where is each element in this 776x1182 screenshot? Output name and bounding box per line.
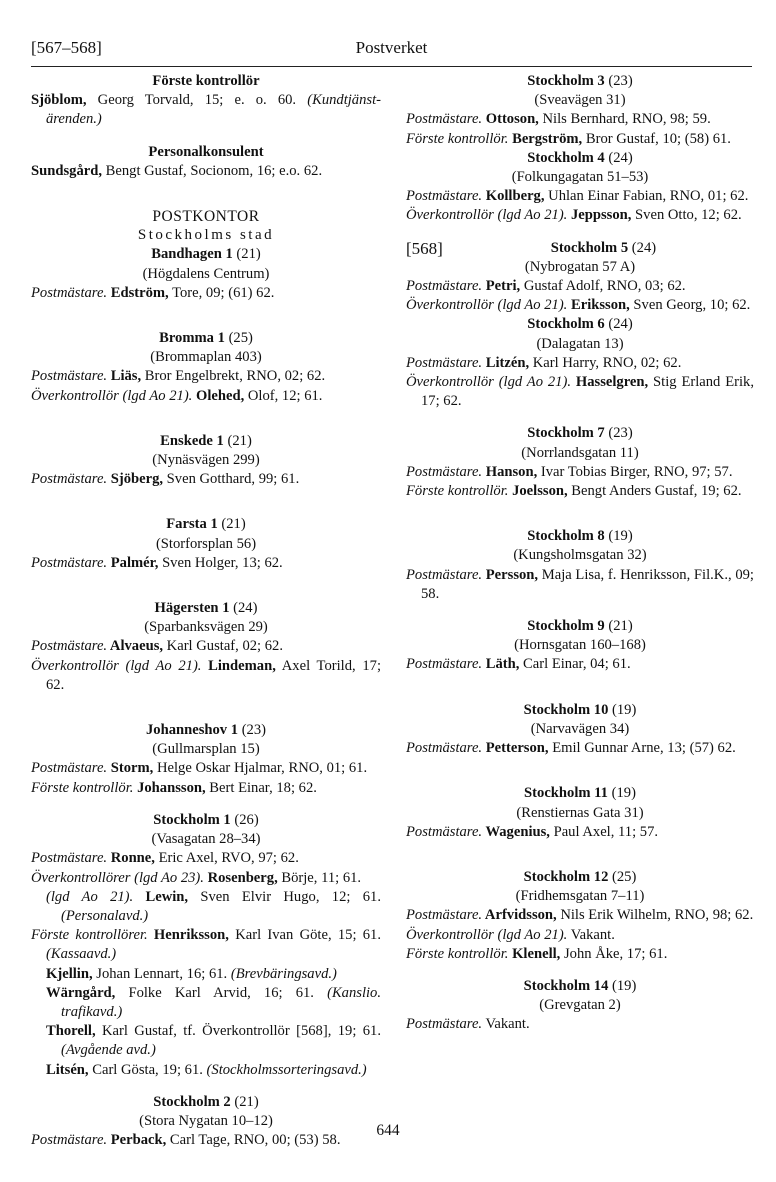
entry: Förste kontrollör. Klenell, John Åke, 17; 61. — [406, 945, 668, 962]
office-address: (Nybrogatan 57 A) — [524, 258, 636, 275]
office-address: (Folkungagatan 51–53) — [511, 169, 649, 186]
page-marker: [568] — [406, 238, 443, 258]
section-heading: Personalkonsulent — [148, 143, 264, 160]
entry: Postmästare. Sjöberg, Sven Gotthard, 99; 61. — [31, 471, 300, 488]
entry: Postmästare. Storm, Helge Oskar Hjalmar, RNO, 01; 61. — [31, 760, 368, 777]
office-heading: Stockholm 1 (26) — [153, 811, 259, 828]
entry-group — [31, 888, 381, 926]
section-title: POSTKONTOR — [152, 208, 260, 226]
office-heading: Stockholm 6 (24) — [527, 316, 633, 333]
city-title: Stockholms stad — [137, 227, 275, 244]
running-title: Postverket — [355, 38, 428, 57]
entry: Litsén, Carl Gösta, 19; 61. (Stockholmssorteringsavd.) — [46, 1061, 367, 1078]
entry: Förste kontrollör. Joelsson, Bengt Anders Gustaf, 19; 62. — [406, 483, 742, 500]
page-header — [31, 38, 752, 62]
office-heading: Stockholm 7 (23) — [527, 425, 633, 442]
entry: Thorell, Karl Gustaf, tf. Överkontrollör [568], 19; 61. (Avgående avd.) — [46, 1023, 381, 1059]
entry: Postmästare. Arfvidsson, Nils Erik Wilhelm, RNO, 98; 62. — [406, 907, 754, 924]
office-address: (Vasagatan 28–34) — [151, 831, 261, 848]
left-column — [31, 72, 381, 1150]
office-heading: Enskede 1 (21) — [160, 432, 252, 449]
office-heading: Bandhagen 1 (21) — [151, 246, 261, 263]
office-heading: Bromma 1 (25) — [159, 330, 253, 347]
entry: Kjellin, Johan Lennart, 16; 61. (Brevbäringsavd.) — [46, 965, 337, 982]
entry: Överkontrollörer (lgd Ao 23). Rosenberg, Börje, 11; 61. — [31, 869, 362, 886]
office-heading: Stockholm 12 (25) — [523, 868, 637, 885]
entry: Överkontrollör (lgd Ao 21). Vakant. — [406, 926, 615, 943]
header-rule — [31, 66, 752, 67]
office-address: (Sveavägen 31) — [534, 92, 626, 109]
office-address: (Narvavägen 34) — [530, 720, 630, 737]
office-address: (Högdalens Centrum) — [142, 265, 270, 282]
entry: Postmästare. Edström, Tore, 09; (61) 62. — [31, 284, 275, 301]
office-address: (Dalagatan 13) — [536, 335, 624, 352]
entry: Postmästare. Persson, Maja Lisa, f. Henriksson, Fil.K., 09; 58. — [406, 566, 754, 602]
office-address: (Stora Nygatan 10–12) — [139, 1112, 273, 1129]
office-address: (Renstiernas Gata 31) — [516, 804, 644, 821]
entry: Överkontrollör (lgd Ao 21). Lindeman, Axel Torild, 17; 62. — [31, 657, 382, 693]
office-address: (Hornsgatan 160–168) — [514, 637, 646, 654]
page-range: [567–568] — [31, 38, 102, 57]
entry: Postmästare. Liäs, Bror Engelbrekt, RNO, 02; 62. — [31, 368, 326, 385]
office-heading: Stockholm 3 (23) — [527, 73, 633, 89]
office-address: (Kungsholmsgatan 32) — [513, 547, 647, 564]
office-address: (Brommaplan 403) — [150, 349, 262, 366]
office-heading: Hägersten 1 (24) — [154, 600, 258, 617]
entry: Förste kontrollörer. Henriksson, Karl Ivan Göte, 15; 61. (Kassaavd.) — [31, 927, 381, 963]
office-address: (Storforsplan 56) — [155, 535, 257, 552]
entry: Postmästare. Hanson, Ivar Tobias Birger, RNO, 97; 57. — [406, 463, 733, 480]
entry: Postmästare. Palmér, Sven Holger, 13; 62. — [31, 554, 283, 571]
office-address: (Norrlandsgatan 11) — [521, 444, 639, 461]
entry: Postmästare. Kollberg, Uhlan Einar Fabian, RNO, 01; 62. — [406, 188, 749, 205]
office-address: (Fridhemsgatan 7–11) — [515, 888, 645, 905]
office-heading: Johanneshov 1 (23) — [145, 722, 267, 739]
entry: Överkontrollör (lgd Ao 21). Jeppsson, Sven Otto, 12; 62. — [406, 207, 742, 224]
entry: Sjöblom, Georg Torvald, 15; e. o. 60. (Kundtjänst-ärenden.) — [31, 92, 381, 128]
entry: Överkontrollör (lgd Ao 21). Eriksson, Sven Georg, 10; 62. — [406, 297, 751, 314]
entry: Postmästare. Läth, Carl Einar, 04; 61. — [406, 656, 631, 673]
section-heading: Förste kontrollör — [152, 73, 260, 89]
office-address: (Gullmarsplan 15) — [152, 741, 260, 758]
entry: Postmästare. Vakant. — [406, 1016, 530, 1033]
office-heading: Stockholm 2 (21) — [153, 1093, 259, 1110]
entry: Förste kontrollör. Bergström, Bror Gustaf, 10; (58) 61. — [406, 130, 731, 147]
office-heading: Stockholm 9 (21) — [527, 618, 633, 635]
entry: Postmästare. Petterson, Emil Gunnar Arne, 13; (57) 62. — [406, 740, 736, 757]
entry: Postmästare. Alvaeus, Karl Gustaf, 02; 62. — [31, 638, 284, 655]
page-number: 644 — [376, 1122, 400, 1139]
office-heading: Stockholm 11 (19) — [524, 785, 636, 802]
entry: Wärngård, Folke Karl Arvid, 16; 61. (Kanslio. trafikavd.) — [46, 984, 381, 1020]
entry: Postmästare. Wagenius, Paul Axel, 11; 57. — [406, 823, 659, 840]
entry-group — [31, 965, 381, 1080]
entry: Postmästare. Perback, Carl Tage, RNO, 00; (53) 58. — [31, 1132, 341, 1149]
office-heading: Stockholm 8 (19) — [527, 528, 633, 545]
entry: Överkontrollör (lgd Ao 21). Hasselgren, Stig Erland Erik, 17; 62. — [406, 374, 754, 410]
entry: Överkontrollör (lgd Ao 21). Olehed, Olof, 12; 61. — [31, 387, 323, 404]
office-heading: Stockholm 4 (24) — [527, 149, 633, 166]
entry: Postmästare. Litzén, Karl Harry, RNO, 02; 62. — [406, 354, 682, 371]
office-heading: Farsta 1 (21) — [166, 516, 246, 533]
entry: Postmästare. Ronne, Eric Axel, RVO, 97; 62. — [31, 850, 299, 867]
entry: Postmästare. Petri, Gustaf Adolf, RNO, 03; 62. — [406, 278, 686, 295]
office-address: (Sparbanksvägen 29) — [144, 619, 268, 636]
entry: Sundsgård, Bengt Gustaf, Socionom, 16; e.o. 62. — [31, 162, 323, 179]
office-heading: Stockholm 10 (19) — [523, 701, 637, 718]
entry: (lgd Ao 21). Lewin, Sven Elvir Hugo, 12; 61. (Personalavd.) — [46, 888, 381, 924]
office-address: (Nynäsvägen 299) — [152, 452, 260, 469]
office-heading: [568] Stockholm 5 (24) — [406, 238, 657, 258]
entry: Postmästare. Ottoson, Nils Bernhard, RNO, 98; 59. — [406, 111, 711, 128]
entry: Förste kontrollör. Johansson, Bert Einar, 18; 62. — [31, 779, 317, 796]
right-column — [406, 72, 754, 1035]
office-heading: Stockholm 14 (19) — [523, 977, 637, 994]
office-address: (Grevgatan 2) — [539, 997, 621, 1014]
